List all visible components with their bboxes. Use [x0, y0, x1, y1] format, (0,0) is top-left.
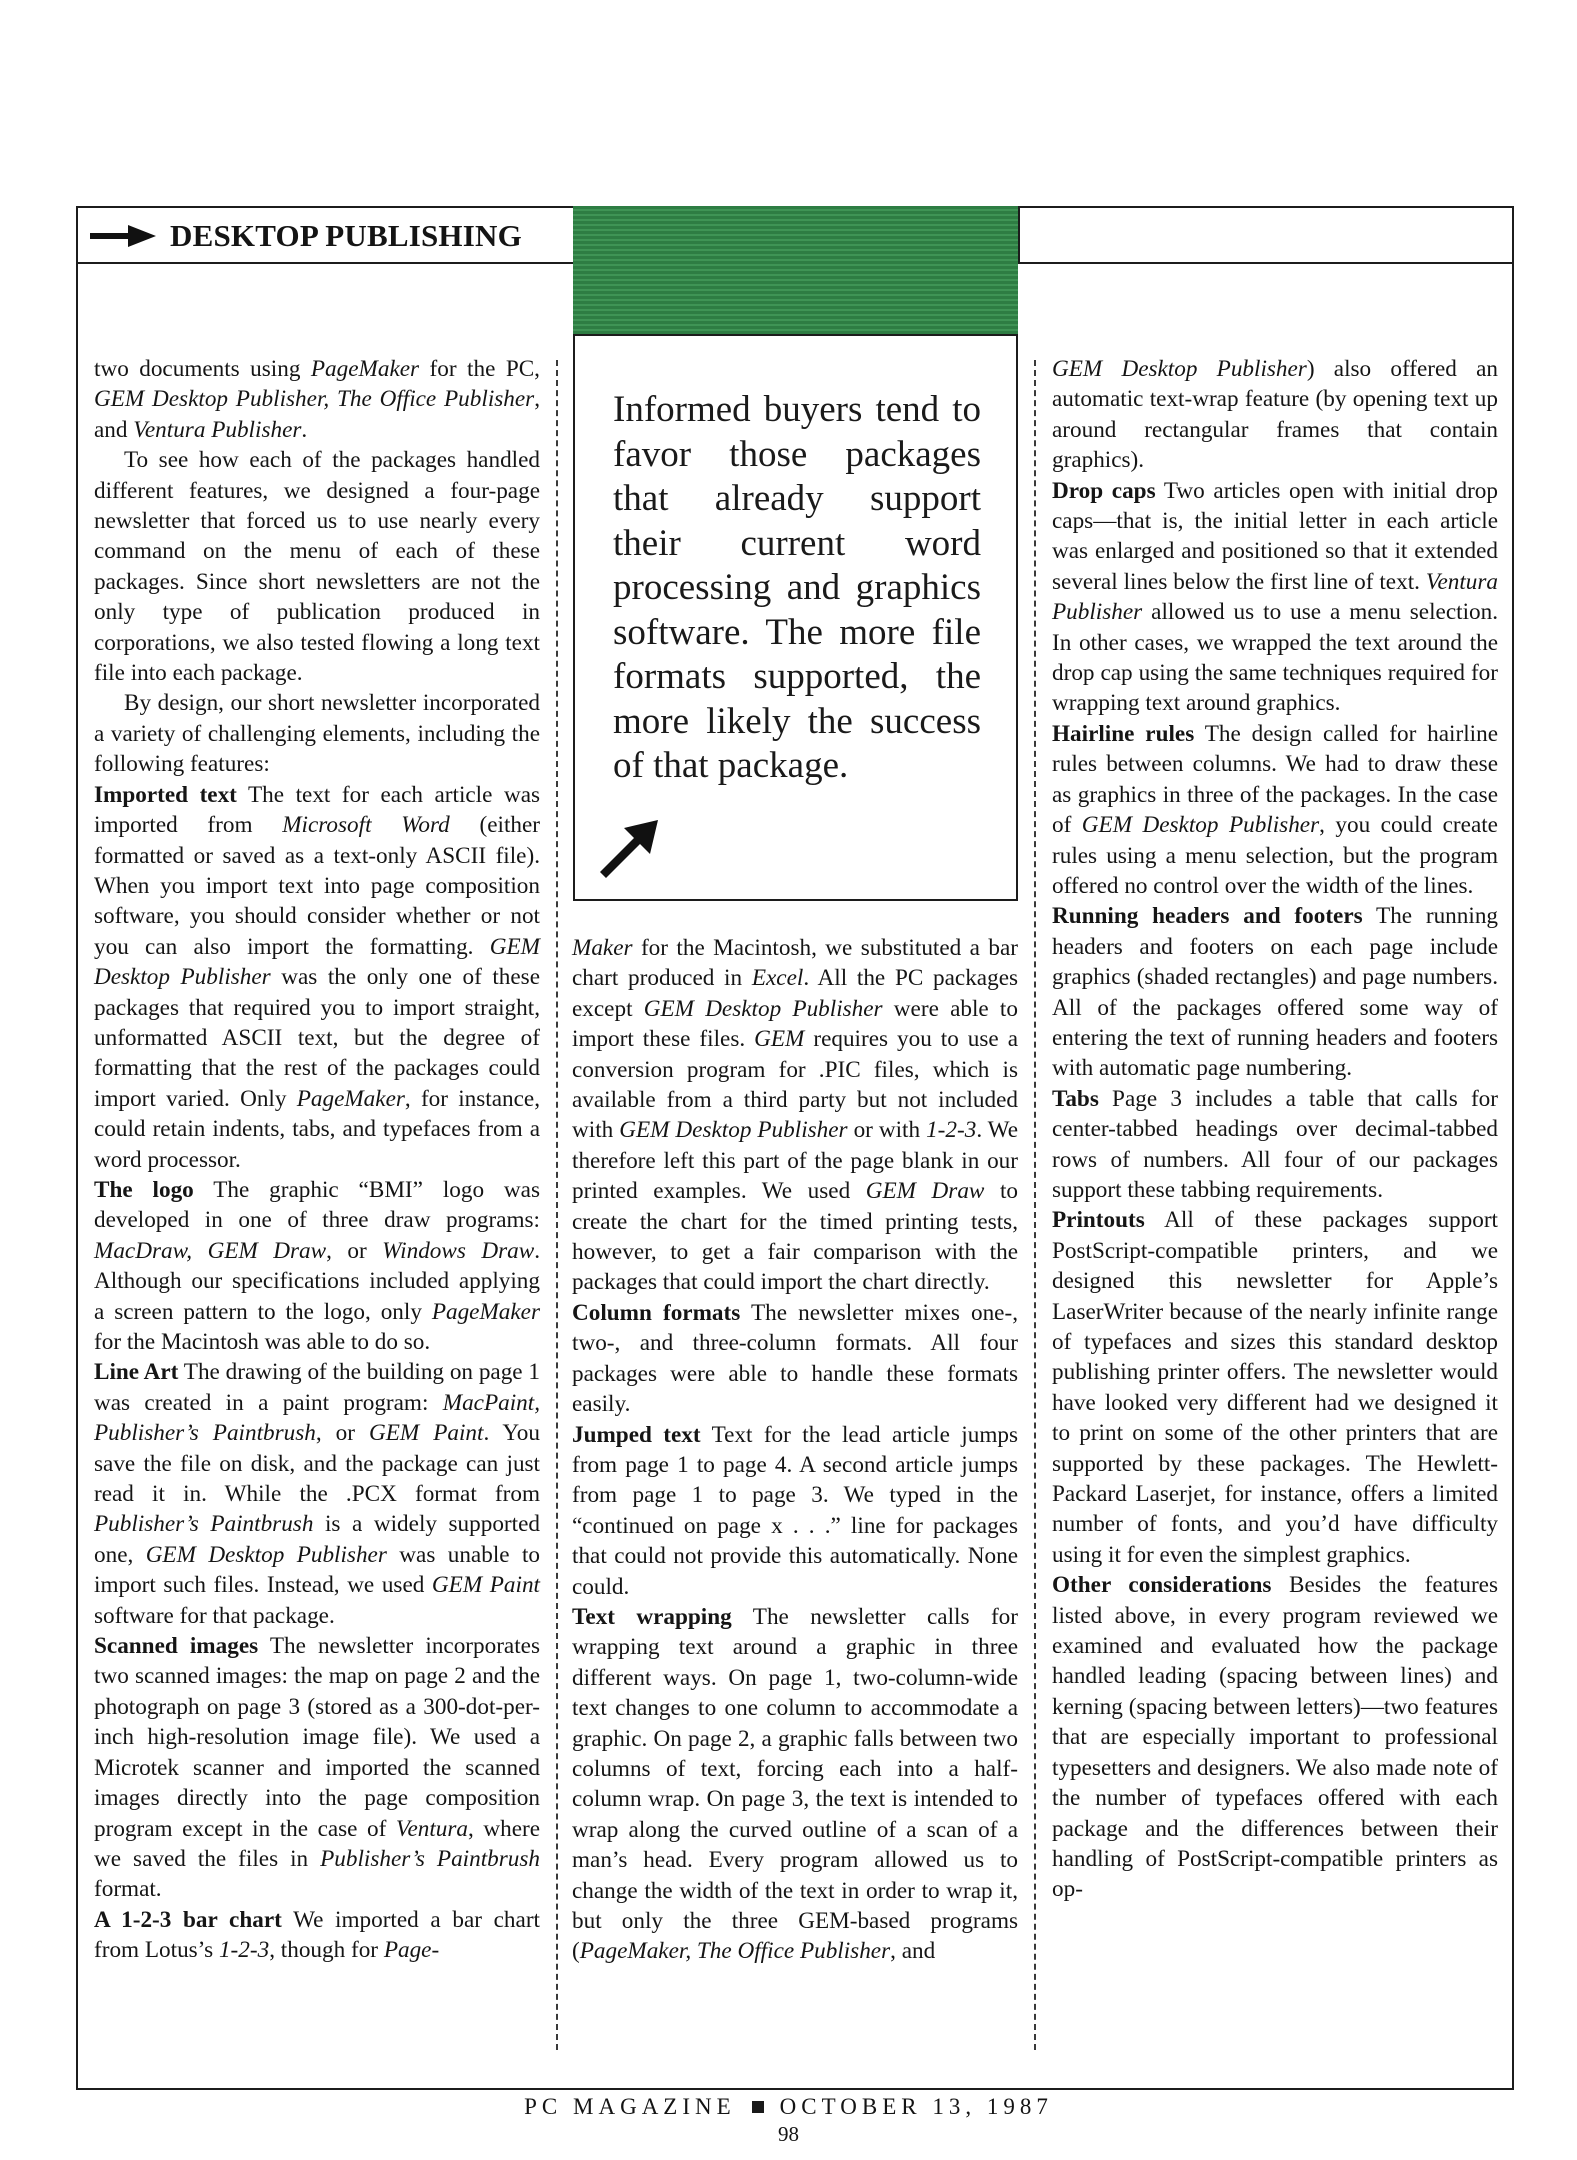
italic-title: Ventura Publisher — [133, 416, 302, 443]
italic-title: GEM Desktop Publisher — [619, 1117, 848, 1144]
italic-title: GEM Desktop Publisher — [145, 1541, 387, 1568]
italic-title: Microsoft Word — [282, 812, 450, 839]
italic-title: 1-2-3 — [218, 1937, 270, 1964]
italic-title: PageMaker — [310, 356, 420, 382]
paragraph: Drop caps Two articles open with initial drop caps—that is, the initial letter in each article was enlarged and positioned so that it extended several lines below the first line of text. Ventura Publisher allowed us to use a menu selection. In other cases, we wrapped the text around the drop cap using the same techniques required for wrapping text around graphics. — [1052, 477, 1498, 717]
italic-title: GEM Paint — [368, 1420, 484, 1447]
italic-title: GEM — [754, 1026, 805, 1053]
run-in-heading: Text wrapping — [572, 1603, 732, 1630]
italic-title: GEM Desktop Publisher — [94, 933, 540, 991]
italic-title: Windows Draw — [382, 1237, 535, 1264]
paragraph: A 1-2-3 bar chart We imported a bar chart from Lotus’s 1-2-3, though for Page- — [94, 1906, 540, 1964]
italic-title: Excel — [751, 965, 804, 992]
section-title: DESKTOP PUBLISHING — [170, 218, 522, 253]
article-column-3 — [1052, 354, 1498, 1905]
italic-title: 1-2-3 — [926, 1117, 977, 1144]
paragraph: Imported text The text for each article was imported from Microsoft Word (either formatted or saved as a text-only ASCII file). When you import text into page composition software, you should consider whether or not you can also import the formatting. GEM Desktop Publisher was the only one of these packages that required you to import straight, unformatted ASCII text, but the degree of formatting that the rest of the packages could import varied. Only PageMaker, for instance, could retain indents, tabs, and typefaces from a word processor. — [94, 781, 541, 1173]
italic-title: GEM Desktop Publisher — [1081, 812, 1320, 839]
italic-title: Publisher’s Paintbrush — [320, 1845, 540, 1872]
italic-title: Maker — [572, 935, 633, 961]
italic-title: GEM Desktop Publisher — [1052, 356, 1307, 382]
paragraph: Tabs Page 3 includes a table that calls for center-tabbed headings over decimal-tabbed rows of numbers. All four of our packages support these tabbing requirements. — [1052, 1085, 1498, 1203]
italic-title: GEM Paint — [431, 1572, 540, 1599]
paragraph: Text wrapping The newsletter calls for wrapping text around a graphic in three different ways. On page 1, two-column-wide text changes to one column to accommodate a graphic. On page 2, a graphic falls between two columns of text, forcing each into a half-column wrap. On page 3, the text is intended to wrap along the curved outline of a scan of a man’s head. Every program allowed us to change the width of the text in order to wrap it, but only the three GEM-based programs (PageMaker, The Office Publisher, and — [572, 1603, 1018, 1965]
italic-title: PageMaker, The Office Publisher — [579, 1938, 891, 1965]
run-in-heading: Drop caps — [1052, 477, 1156, 504]
run-in-heading: Imported text — [94, 781, 237, 808]
run-in-heading: Hairline rules — [1052, 720, 1195, 747]
run-in-heading: Printouts — [1052, 1207, 1145, 1234]
article-column-1 — [94, 354, 540, 1966]
italic-title: Page- — [383, 1937, 440, 1964]
paragraph: Maker for the Macintosh, we substituted a bar chart produced in Excel. All the PC packages except GEM Desktop Publisher were able to import these files. GEM requires you to use a conversion program for .PIC files, which is available from a third party but not included with GEM Desktop Publisher or with 1-2-3. We therefore left this part of the page blank in our printed examples. We used GEM Draw to create the chart for the timed printing tests, however, to get a fair comparison with the packages that could import the chart directly. — [572, 935, 1019, 1296]
section-header — [90, 216, 522, 256]
paragraph: Jumped text Text for the lead article jumps from page 1 to page 4. A second article jumps from page 1 to page 3. We typed in the “continued on page x . . .” line for packages that could not provide this automatically. None could. — [572, 1421, 1018, 1600]
italic-title: PageMaker — [296, 1085, 405, 1112]
article-column-2 — [572, 933, 1018, 1967]
magazine-name: PC MAGAZINE — [524, 2094, 736, 2119]
run-in-heading: Column formats — [572, 1299, 741, 1326]
italic-title: MacDraw, GEM Draw — [94, 1237, 327, 1264]
paragraph: The logo The graphic “BMI” logo was developed in one of three draw programs: MacDraw, GEM Draw, or Windows Draw. Although our specifications included applying a screen pattern to the logo, only PageMaker for the Macintosh was able to do so. — [94, 1176, 540, 1355]
run-in-heading: Tabs — [1052, 1085, 1099, 1112]
italic-title: Ventura Publisher — [1052, 568, 1498, 626]
paragraph: two documents using PageMaker for the PC, GEM Desktop Publisher, The Office Publisher, and Ventura Publisher. — [94, 356, 540, 443]
paragraph: Other considerations Besides the features listed above, in every program reviewed we examined and evaluated how the package handled leading (spacing between lines) and kerning (spacing between letters)—two features that are especially important to professional typesetters and designers. We also made note of the number of typefaces offered with each package and the differences between their handling of PostScript-compatible printers as op- — [1052, 1572, 1498, 1903]
paragraph: Column formats The newsletter mixes one-, two-, and three-column formats. All four packages were able to handle these formats easily. — [572, 1299, 1018, 1418]
run-in-heading: Other considerations — [1052, 1572, 1272, 1599]
run-in-heading: Line Art — [94, 1359, 179, 1386]
pullquote-text: Informed buyers tend to favor those packages that already support their current word processing and graphics software. The more file formats supported, the more likely the success of that package. — [613, 389, 981, 786]
square-bullet-icon — [752, 2101, 764, 2113]
paragraph: GEM Desktop Publisher) also offered an automatic text-wrap feature (by opening text up around rectangular frames that contain graphics). — [1052, 356, 1498, 474]
run-in-heading: Running headers and footers — [1052, 903, 1363, 930]
italic-title: Publisher’s Paintbrush — [94, 1511, 314, 1538]
run-in-heading: The logo — [94, 1176, 194, 1203]
paragraph: To see how each of the packages handled different features, we designed a four-page newsletter that forced us to use nearly every command on the menu of each of these packages. Since short newsletters are not the only type of publication produced in corporations, we also tested flowing a long text file into each package. — [94, 447, 540, 687]
green-header-band — [573, 206, 1018, 334]
page-footer — [0, 2094, 1577, 2120]
right-arrow-icon — [90, 225, 156, 247]
italic-title: Ventura — [395, 1815, 469, 1842]
run-in-heading: Scanned images — [94, 1633, 259, 1660]
italic-title: GEM Desktop Publisher, The Office Publisher — [94, 386, 535, 413]
diagonal-arrow-icon — [600, 812, 672, 884]
page-number: 98 — [778, 2122, 799, 2146]
run-in-heading: A 1-2-3 bar chart — [94, 1906, 282, 1933]
paragraph: By design, our short newsletter incorporated a variety of challenging elements, including the following features: — [94, 690, 540, 778]
header-divider — [1018, 206, 1020, 264]
italic-title: PageMaker — [431, 1298, 540, 1325]
paragraph: Scanned images The newsletter incorporates two scanned images: the map on page 2 and the photograph on page 3 (stored as a 300-dot-per-inch high-resolution image file). We used a Microtek scanner and imported the scanned images directly into the page composition program except in the case of Ventura, where we saved the files in Publisher’s Paintbrush format. — [94, 1633, 540, 1903]
paragraph: Line Art The drawing of the building on page 1 was created in a paint program: MacPaint, Publisher’s Paintbrush, or GEM Paint. You save the file on disk, and the package can just read it in. While the .PCX format from Publisher’s Paintbrush is a widely supported one, GEM Desktop Publisher was unable to import such files. Instead, we used GEM Paint software for that package. — [94, 1359, 540, 1629]
italic-title: GEM Draw — [865, 1178, 985, 1205]
paragraph: Printouts All of these packages support PostScript-compatible printers, and we designed this newsletter for Apple’s LaserWriter because of the nearly infinite range of typefaces and sizes this standard desktop publishing printer offers. The newsletter would have looked very different had we designed it to print on some of the other printers that are supported by these packages. The Hewlett-Packard Laserjet, for instance, offers a limited number of fonts, and you’d have difficulty using it for even the simplest graphics. — [1052, 1207, 1498, 1568]
column-rule-left — [556, 360, 558, 2050]
italic-title: MacPaint, Publisher’s Paintbrush — [94, 1389, 540, 1447]
issue-date: OCTOBER 13, 1987 — [779, 2094, 1053, 2119]
paragraph: Hairline rules The design called for hairline rules between columns. We had to draw these as graphics in three of the packages. In the case of GEM Desktop Publisher, you could create rules using a menu selection, but the program offered no control over the width of the lines. — [1052, 720, 1498, 899]
paragraph: Running headers and footers The running headers and footers on each page include graphics (shaded rectangles) and page numbers. All of the packages offered some way of entering the text of running headers and footers with automatic page numbering. — [1052, 903, 1499, 1082]
italic-title: GEM Desktop Publisher — [643, 995, 883, 1022]
run-in-heading: Jumped text — [572, 1421, 701, 1448]
column-rule-right — [1034, 360, 1036, 2050]
